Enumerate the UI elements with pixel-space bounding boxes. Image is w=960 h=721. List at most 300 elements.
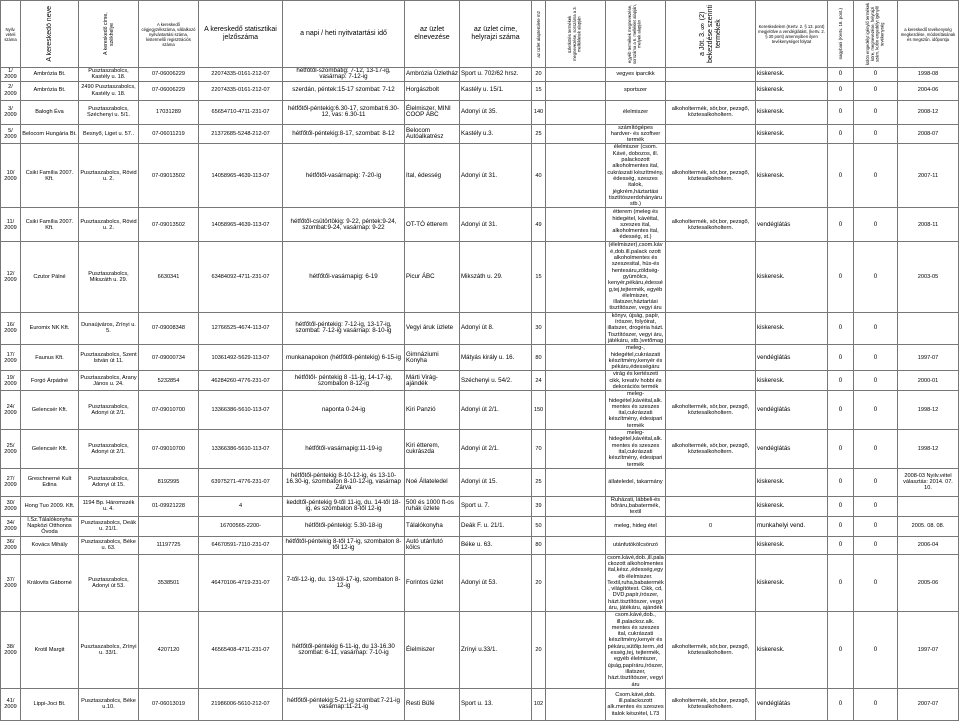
cell-hours: hétfőtől-vasárnapig: 6-19 [283,242,405,312]
cell-wholesale: 0 [828,391,854,430]
col-header-address: A kereskedő címe, székhelye [79,1,139,68]
col-header-name: A kereskedő neve [21,1,79,68]
cell-stat-code: 46284260-4776-231-07 [199,371,283,391]
col-header-nyilv: Nyilv. vételi száma [1,1,21,68]
cell-reg-no: 27/ 2009 [1,468,21,496]
table-row [1,430,959,469]
cell-area: 80 [532,536,546,554]
cell-hours: hétfőtől-péntekig: 5.30-18-ig [283,516,405,536]
cell-registry-no: 07-09010700 [139,430,199,469]
table-row [1,312,959,344]
cell-dates: 2007-11 [898,144,959,208]
cell-name: Gelencsér Kft. [21,391,79,430]
cell-dates: 2008-03 Nyilv.vétel választás: 2014. 07. 10. [898,468,959,496]
cell-reg-no: 37/ 2009 [1,554,21,612]
cell-shop-name: Gimnáziumi Konyha [405,345,460,371]
table-row [1,391,959,430]
cell-wholesale: 0 [828,430,854,469]
cell-shop-name: Autó utánfutó kölcs [405,536,460,554]
table-row [1,242,959,312]
cell-shop-name: OT-TÓ étterem [405,208,460,242]
cell-reg-no: 17/ 2009 [1,345,21,371]
cell-reg-no: 41/ 2009 [1,688,21,720]
cell-address: Pusztaszabolcs, Deák u. 21/1. [79,516,139,536]
cell-main-products [546,312,606,344]
cell-stat-code: 63975271-4776-231-07 [199,468,283,496]
cell-registry-no: 07-09013502 [139,208,199,242]
cell-main-products [546,391,606,430]
cell-area: 140 [532,100,546,124]
cell-jot-products [666,124,756,144]
cell-stat-code: 46470106-4719-231-07 [199,554,283,612]
cell-jot-products [666,312,756,344]
col-header-dates: a kereskedő tevékenység megkezdése, módosításának és megszűn. időpontja [898,1,959,68]
cell-jot-products: alkoholtermék, sör,bor, pezsgő, köztesalkoholtern. [666,100,756,124]
cell-dates: 1998-12 [898,391,959,430]
cell-reg-no: 1/ 2009 [1,68,21,82]
cell-reg-no: 38/ 2009 [1,612,21,689]
cell-stat-code: 21986006-5610-212-07 [199,688,283,720]
cell-jot-products [666,371,756,391]
cell-area: 49 [532,208,546,242]
cell-main-products [546,81,606,100]
cell-area: 20 [532,68,546,82]
cell-wholesale: 0 [828,81,854,100]
cell-registry-no: 5232854 [139,371,199,391]
cell-reg-no: 10/ 2009 [1,144,21,208]
cell-shop-address: Deák F. u. 21/1. [460,516,532,536]
cell-wholesale: 0 [828,612,854,689]
cell-name: Czutor Pálné [21,242,79,312]
cell-shop-name: Márti Virág-ajándék [405,371,460,391]
cell-name: Královits Gáborné [21,554,79,612]
cell-address: Pusztaszabolcs, Kastély u. 18. [79,68,139,82]
cell-permit: 0 [854,468,898,496]
cell-registry-no: 3538501 [139,554,199,612]
cell-registry-no: 07-09000734 [139,345,199,371]
cell-reg-no: 3/ 2009 [1,100,21,124]
cell-stat-code: 22074335-0161-212-07 [199,81,283,100]
cell-jot-products [666,81,756,100]
cell-area: 80 [532,345,546,371]
table-row [1,345,959,371]
cell-wholesale: 0 [828,312,854,344]
cell-permit: 0 [854,391,898,430]
cell-hours: 7-től-12-ig, du. 13-tól-17-ig, szombaton 8-12-ig [283,554,405,612]
cell-area: 50 [532,516,546,536]
table-row [1,516,959,536]
cell-stat-code: 22074335-0161-212-07 [199,68,283,82]
cell-address: Pusztaszabolcs, Adonyi út 15. [79,468,139,496]
cell-shop-address: Széchenyi u. 54/2. [460,371,532,391]
cell-address: Pusztaszabolcs, Zrínyi u. 33/1. [79,612,139,689]
cell-reg-no: 36/ 2009 [1,536,21,554]
cell-name: Csiki Família 2007. Kft. [21,144,79,208]
table-row [1,688,959,720]
cell-dates: 1998-08 [898,68,959,82]
cell-address: Pusztaszabolcs, Adonyi út 2/1. [79,430,139,469]
cell-dates: 1997-07 [898,612,959,689]
cell-name: Greschnerné Kult Edina [21,468,79,496]
cell-stat-code: 64670591-7110-231-07 [199,536,283,554]
cell-stat-code: 12766525-4674-113-07 [199,312,283,344]
cell-dates: 2004-06 [898,81,959,100]
cell-main-products [546,124,606,144]
cell-stat-code: 14058965-4639-113-07 [199,208,283,242]
cell-area: 24 [532,371,546,391]
cell-area: 20 [532,612,546,689]
cell-reg-no: 16/ 2009 [1,312,21,344]
cell-address: Pusztaszabolcs, Rövid u. 2. [79,208,139,242]
cell-wholesale: 0 [828,688,854,720]
table-row [1,208,959,242]
cell-registry-no: 07-06006229 [139,81,199,100]
cell-trade-type: kiskeresk. [756,612,828,689]
cell-trade-type: vendéglátás [756,345,828,371]
cell-dates: 2003-05 [898,242,959,312]
cell-name: Hong Tuo 2009. Kft. [21,496,79,516]
cell-area: 70 [532,430,546,469]
cell-dates: 2005. 08. 08. [898,516,959,536]
cell-wholesale: 0 [828,124,854,144]
cell-jot-products [666,554,756,612]
cell-shop-address: Adonyi út 31. [460,144,532,208]
cell-jot-products: alkoholtermék, sör,bor, pezsgő, köztesalkoholtern. [666,144,756,208]
cell-reg-no: 12/ 2009 [1,242,21,312]
cell-stat-code: 13366386-5610-113-07 [199,430,283,469]
cell-other-products: csom.kávé,dob., ill.palackoz.alk. mentes és szeszes ital, cukrászati készítmény,kenyér és pékáru,sütőip.term.,édesség,tej, tejtermék, egyéb élelmiszer, újság,papíráru,írószer, illatszer, házt.tisztítószer, vegyi áru [606,612,666,689]
cell-trade-type: kiskeresk. [756,536,828,554]
cell-address: Pusztaszabolcs, Adonyi út 53. [79,554,139,612]
cell-trade-type: kiskeresk. [756,144,828,208]
cell-name: Csiki Família 2007. Kft. [21,208,79,242]
cell-address: Pusztaszabolcs, Rövid u. 2. [79,144,139,208]
cell-shop-address: Mátyás király u. 16. [460,345,532,371]
cell-other-products: étterem (meleg és hidegétel, kávéital, szeszes ital, alkoholmentes ital, édesség, st.) [606,208,666,242]
col-header-permits: külön engedélyt igénylő termékek köre, megnevezése, helyrajzi szám, külön engedélyt igénylő tevékenység [854,1,898,68]
cell-shop-address: Sport u. 13. [460,688,532,720]
cell-permit: 0 [854,536,898,554]
cell-reg-no: 34/ 2009 [1,516,21,536]
cell-permit: 0 [854,430,898,469]
cell-shop-address: Adonyi út 35. [460,100,532,124]
cell-hours: hétfőtől-vasárnapig:11-19-ig [283,430,405,469]
cell-shop-name: Ital, édesség [405,144,460,208]
cell-dates [898,496,959,516]
cell-main-products [546,242,606,312]
header-row [1,1,959,68]
cell-other-products: csom.kávé,dob.,ill.palackozott alkoholmentes ital,kész.,édesség,egyéb élelmiszer. Textil,ruha,babatermék, világítótest. Cikk, cd, DVD,papír,írószer, házt.tisztítószer, vegyi áru, játékáru, ajándék [607,554,664,611]
cell-registry-no: 07-09013502 [139,144,199,208]
table-row [1,496,959,516]
cell-main-products [546,345,606,371]
cell-area: 15 [532,81,546,100]
cell-stat-code: 4 [199,496,283,516]
cell-dates: 1998-12 [898,430,959,469]
cell-permit: 0 [854,496,898,516]
col-header-products: üzletkötés termékek megnevezése, sorszáma a 3. mellékletek alapján [546,1,606,68]
col-header-stat: A kereskedő statisztikai jelzőszáma [199,1,283,68]
cell-name: I.Sz.Tálalókonyha Napközi Otthonos Óvoda [21,516,79,536]
cell-shop-address: Mikszáth u. 29. [460,242,532,312]
cell-other-products: (élelmiszer),csom.kávé,dob.ill.palack ozott alkoholmentes és szeszesital, hús-és hentesáru,zöldség-gyümölcs, kenyér,pékáru,édesség,tej,tejtermék, egyéb élelmiszer, illatszer,háztartási tisztítószer, vegyi áru [606,242,666,312]
cell-other-products: vegyes iparcikk [606,68,666,82]
cell-area: 25 [532,124,546,144]
cell-trade-type: munkahelyi vend. [756,516,828,536]
cell-address: Pusztaszabolcs, Széchenyi u. 5/1. [79,100,139,124]
cell-jot-products [666,68,756,82]
cell-trade-type: kiskeresk. [756,496,828,516]
cell-name: Gelencsér Kft. [21,430,79,469]
table-row [1,124,959,144]
cell-reg-no: 5/ 2009 [1,124,21,144]
cell-main-products [546,536,606,554]
cell-registry-no: 6630341 [139,242,199,312]
cell-dates: 2008-07 [898,124,959,144]
cell-shop-name: Resti Büfé [405,688,460,720]
table-row [1,371,959,391]
cell-permit: 0 [854,81,898,100]
col-header-shopaddr: az üzlet címe, helyrajzi száma [460,1,532,68]
cell-wholesale: 0 [828,242,854,312]
cell-reg-no: 19/ 2009 [1,371,21,391]
cell-main-products [546,371,606,391]
cell-wholesale: 0 [828,68,854,82]
cell-address: 1194 Bp. Háromszék u. 4. [79,496,139,516]
cell-wholesale: 0 [828,468,854,496]
cell-other-products: Ruházati, lábbeli-és bőráru,babatermék, textil [606,496,666,516]
cell-other-products: utánfutókölcsönzó [606,536,666,554]
cell-permit: 0 [854,345,898,371]
cell-other-products: sportszer [606,81,666,100]
cell-trade-type: vendéglátás [756,688,828,720]
cell-stat-code: 14058965-4639-113-07 [199,144,283,208]
cell-address: Pusztaszabolcs, Adonyi út 2/1. [79,391,139,430]
cell-dates: 2000-01 [898,371,959,391]
cell-shop-name: Picur ÁBC [405,242,460,312]
cell-other-products: meleg, hideg étel [606,516,666,536]
cell-name: Euromix NK Kft. [21,312,79,344]
cell-shop-address: Adonyi út 2/1. [460,391,532,430]
col-header-jot: a Jöt. 3. § (2) bekezdése szerinti termékek [666,1,756,68]
cell-name: Faunus Kft. [21,345,79,371]
cell-main-products [546,468,606,496]
cell-address: Dunaújváros, Zrínyi u. 5. [79,312,139,344]
cell-jot-products [666,242,756,312]
cell-permit: 0 [854,516,898,536]
cell-shop-address: Adonyi út 2/1. [460,430,532,469]
cell-address: Pusztaszabolcs, Béke u.10. [79,688,139,720]
cell-permit: 0 [854,688,898,720]
cell-trade-type: kiskeresk. [756,100,828,124]
cell-hours: hétfőtől-péntekig 6-11-ig, du 13-16.30 szombat: 6-11, vasárnap: 7-10-ig [283,612,405,689]
cell-address: Pusztaszabolcs, Szent István út 11. [79,345,139,371]
cell-other-products: Csom.kávé,dob. ill.palackozott alk.mentes és szeszes italok készétel, L73 [606,688,666,720]
cell-address: Pusztaszabolcs, Béke u. 63. [79,536,139,554]
cell-shop-name: Kiri étterem, cukrászda [405,430,460,469]
cell-wholesale: 0 [828,536,854,554]
cell-jot-products [666,536,756,554]
cell-permit: 0 [854,124,898,144]
cell-area: 102 [532,688,546,720]
cell-other-products: élelmiszer (csom. Kávé, dobozos, ill. palackozott alkoholmentes ital, cukrászati készítmény, édesség, szeszes italok, jégkrém,háztartási tisztítószerdohányáru stb.) [607,144,664,208]
cell-jot-products: alkoholtermék, sör,bor, pezsgő, köztesalkoholtern. [666,688,756,720]
cell-registry-no: 17031289 [139,100,199,124]
cell-permit: 0 [854,371,898,391]
cell-trade-type: vendéglátás [756,208,828,242]
cell-shop-address: Adonyi út 53. [460,554,532,612]
cell-shop-name: Forintos üzlet [405,554,460,612]
cell-address: 2490 Pusztaszabolcs, Kastély u. 18. [79,81,139,100]
cell-hours: hétfőtől-péntekig:5-21-ig szombat:7-21-ig vasárnap:11-21-ig [283,688,405,720]
cell-trade-type: kiskeresk. [756,242,828,312]
cell-permit: 0 [854,242,898,312]
cell-trade-type: kiskeresk. [756,371,828,391]
cell-hours: hétfőtől-vasárnapig: 7-20-ig [283,144,405,208]
cell-reg-no: 11/ 2009 [1,208,21,242]
cell-registry-no: 07-06011219 [139,124,199,144]
cell-registry-no: 01-09921228 [139,496,199,516]
cell-hours: hétfőtől-péntekig:8-17, szombat: 8-12 [283,124,405,144]
cell-hours: hétfőtől-péntekig:6.30-17, szombat:6.30-12, vas: 6.30-11 [283,100,405,124]
cell-shop-name: Ambrózia Üzletház [405,68,460,82]
cell-registry-no: 8192995 [139,468,199,496]
cell-registry-no: 11197725 [139,536,199,554]
cell-permit: 0 [854,100,898,124]
cell-shop-address: Béke u. 63. [460,536,532,554]
cell-hours: hétfőtől- péntekig 8 -11-ig, 14-17-ig, szombaton 8-12-ig [283,371,405,391]
cell-shop-address: Sport u. 702/62 hrsz. [460,68,532,82]
cell-hours: hétfőtől-csütörtökig: 9-22, péntek:9-24, szombat:9-24, vasárnap: 9-22 [283,208,405,242]
cell-name: Ambrózia Bt. [21,68,79,82]
col-header-area: az üzlet alapterülete m2 [532,1,546,68]
cell-jot-products: alkoholtermék, sör,bor, pezsgő, köztesalkoholtern. [666,391,756,430]
table-row [1,144,959,208]
cell-jot-products: alkoholtermék, sör,bor, pezsgő, köztesalkoholtern. [666,430,756,469]
cell-hours: hétfőtől-szombatig: 7-12, 13-17-ig, vasárnap: 7-12-ig [283,68,405,82]
cell-other-products: meleg-hidegétel,kávéital,alk. mentes és szeszes ital,cukrászati készítmény, édesipari termék [606,430,666,469]
cell-trade-type: kiskeresk. [756,554,828,612]
cell-main-products [546,688,606,720]
cell-stat-code: 13366386-5610-113-07 [199,391,283,430]
cell-shop-name: Noé Állateledel [405,468,460,496]
cell-other-products: állateledel, takarmány [606,468,666,496]
cell-shop-address: Adonyi út 15. [460,468,532,496]
cell-area: 25 [532,468,546,496]
table-row [1,536,959,554]
cell-stat-code: 10361492-5629-113-07 [199,345,283,371]
cell-dates: 2007-07 [898,688,959,720]
cell-main-products [546,612,606,689]
cell-shop-name: Élelmiszer, MINI COOP ÁBC [405,100,460,124]
cell-dates: 2008-12 [898,100,959,124]
cell-hours: naponta 0-24-ig [283,391,405,430]
cell-registry-no: 07-06013019 [139,688,199,720]
cell-area: 150 [532,391,546,430]
cell-permit: 0 [854,554,898,612]
cell-main-products [546,208,606,242]
cell-trade-type: vendéglátás [756,430,828,469]
cell-shop-address: Kastély u. 15/1. [460,81,532,100]
table-row [1,468,959,496]
cell-other-products: virág és kertészeti cikk, kreatív hobbi és dekorációs termék [606,371,666,391]
col-header-hours: a napi / heti nyitvatartási idő [283,1,405,68]
cell-main-products [546,100,606,124]
cell-shop-name: Horgászbolt [405,81,460,100]
cell-other-products: élelmiszer [606,100,666,124]
cell-shop-name: Tálalókonyha [405,516,460,536]
cell-shop-name: Élelmiszer [405,612,460,689]
cell-reg-no: 25/ 2009 [1,430,21,469]
cell-area: 20 [532,554,546,612]
cell-hours: szerdán, péntek:15-17 szombat: 7-12 [283,81,405,100]
cell-stat-code: 63484092-4711-231-07 [199,242,283,312]
cell-permit: 0 [854,68,898,82]
cell-shop-name: Kiri Panzió [405,391,460,430]
cell-other-products: meleg-hidegétel,kávéital,alk. mentes és szeszes ital,cukrászati készítmény, édesipari termék [606,391,666,430]
cell-trade-type: vendéglátás [756,391,828,430]
cell-other-products: könyv, újság, papír, írószer, folyóirat, illatszer, drogéria házt. Tisztítószer, vegyi áru, játékáru, stb.)vetőmag [606,312,666,344]
cell-registry-no: 4207120 [139,612,199,689]
table-row [1,554,959,612]
cell-name: Balogh Éva [21,100,79,124]
table-row [1,612,959,689]
cell-dates: 2008-11 [898,208,959,242]
cell-main-products [546,496,606,516]
cell-jot-products [666,496,756,516]
cell-registry-no: 07-09010700 [139,391,199,430]
cell-shop-name: Vegyi áruk üzlete [405,312,460,344]
col-header-registry: A kereskedő cégjegyzékszáma, vállalkozó nyilvántartási száma, kistermelői regisztrációs száma [139,1,199,68]
cell-registry-no: 07-06006229 [139,68,199,82]
cell-name: Belocom Hungária Bt. [21,124,79,144]
cell-wholesale: 0 [828,144,854,208]
cell-dates: 2005-06 [898,554,959,612]
cell-area: 39 [532,496,546,516]
cell-shop-address: Zrínyi u.33/1. [460,612,532,689]
cell-wholesale: 0 [828,554,854,612]
cell-permit: 0 [854,612,898,689]
cell-jot-products: 0 [666,516,756,536]
cell-name: Lippi-Joci Bt. [21,688,79,720]
cell-shop-address: Kastély u.3. [460,124,532,144]
cell-main-products [546,68,606,82]
table-row [1,100,959,124]
cell-trade-type: kiskeresk. [756,68,828,82]
cell-wholesale: 0 [828,516,854,536]
cell-area: 30 [532,312,546,344]
cell-dates: 2006-04 [898,536,959,554]
col-header-wholesale: nagybani (Kertv. 18. pont.) [828,1,854,68]
cell-dates [898,312,959,344]
cell-address: Pusztaszabolcs, Arany János u. 24. [79,371,139,391]
cell-shop-address: Adonyi út 8. [460,312,532,344]
cell-shop-address: Adonyi út 31. [460,208,532,242]
cell-shop-name: 500 és 1000 ft-os ruhák üzlete [405,496,460,516]
cell-stat-code: 16700565-2200- [199,516,283,536]
cell-other-products: számítógépes hardver- és szoftver termék [606,124,666,144]
cell-jot-products [666,345,756,371]
cell-jot-products [666,468,756,496]
table-row [1,68,959,82]
cell-address: Besnyő, Liget u. 57.. [79,124,139,144]
cell-trade-type: kiskeresk. [756,124,828,144]
cell-reg-no: 24/ 2009 [1,391,21,430]
register-rows [1,68,959,721]
cell-name: Forgó Árpádné [21,371,79,391]
cell-main-products [546,516,606,536]
cell-registry-no: 07-09008348 [139,312,199,344]
